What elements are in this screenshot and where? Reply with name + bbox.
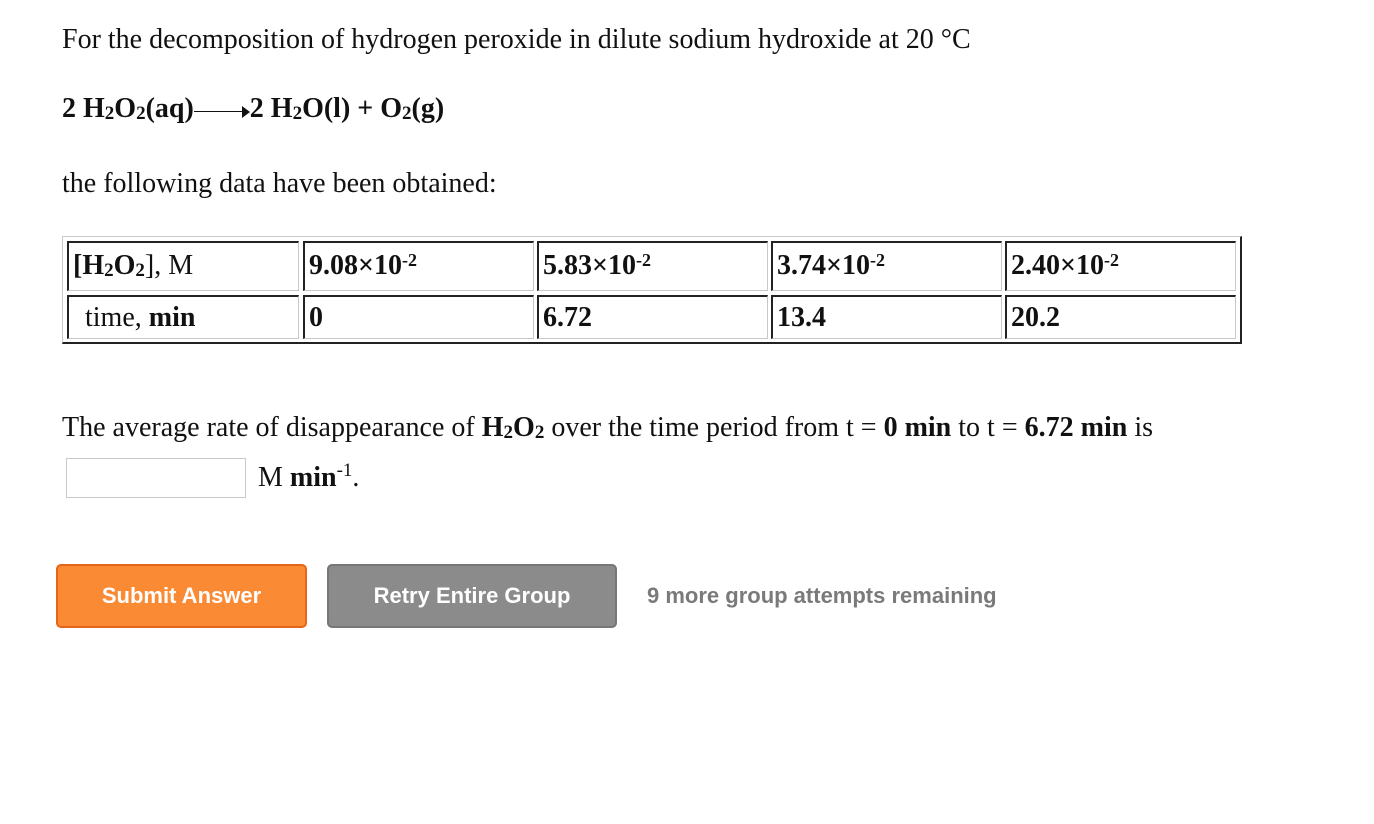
answer-input[interactable] — [66, 458, 246, 498]
reactant-sub-2: 2 — [136, 103, 146, 124]
submit-answer-button[interactable]: Submit Answer — [56, 564, 307, 628]
retry-entire-group-button[interactable]: Retry Entire Group — [327, 564, 617, 628]
table-cell-concentration-4: $2.40\times 10^{-2}$ — [1005, 241, 1236, 291]
table-cell-time-2: 6.72 — [537, 295, 768, 339]
table-cell-time-4: 20.2 — [1005, 295, 1236, 339]
product1-coef: 2 H — [249, 93, 293, 124]
table-cell-concentration-3: $3.74\times 10^{-2}$ — [771, 241, 1002, 291]
product1-rest: O(l) + O — [302, 93, 403, 124]
table-cell-time-1: 0 — [303, 295, 534, 339]
reactant-state: (aq) — [145, 93, 194, 124]
reaction-equation — [62, 91, 444, 130]
table-cell-concentration-1: $9.08\times 10^{-2}$ — [303, 241, 534, 291]
product1-sub: 2 — [292, 103, 303, 124]
data-table — [62, 236, 1242, 344]
table-row-label-concentration: $[H_2O_2]$, M — [67, 241, 299, 291]
reaction-arrow-icon — [194, 101, 250, 121]
reactant-mid: O — [114, 93, 137, 124]
following-data-text: the following data have been obtained: — [62, 168, 497, 199]
reactant-sub-1: 2 — [104, 103, 115, 124]
table-row-label-time: time, min — [67, 295, 299, 339]
question-prompt: The average rate of disappearance of $H_2O_2$ over the time period from t = 0 min to t = 6.72 min is — [62, 412, 1153, 443]
table-cell-concentration-2: $5.83\times 10^{-2}$ — [537, 241, 768, 291]
product2-sub: 2 — [402, 103, 412, 124]
table-cell-time-3: 13.4 — [771, 295, 1002, 339]
intro-text: For the decomposition of hydrogen peroxide in dilute sodium hydroxide at 20 °C — [62, 24, 971, 55]
attempts-remaining-text: 9 more group attempts remaining — [647, 583, 997, 608]
product2-state: (g) — [411, 93, 445, 124]
answer-units: M $\min^{-1}$. — [258, 460, 360, 493]
reactant-coef: 2 H — [62, 93, 105, 124]
